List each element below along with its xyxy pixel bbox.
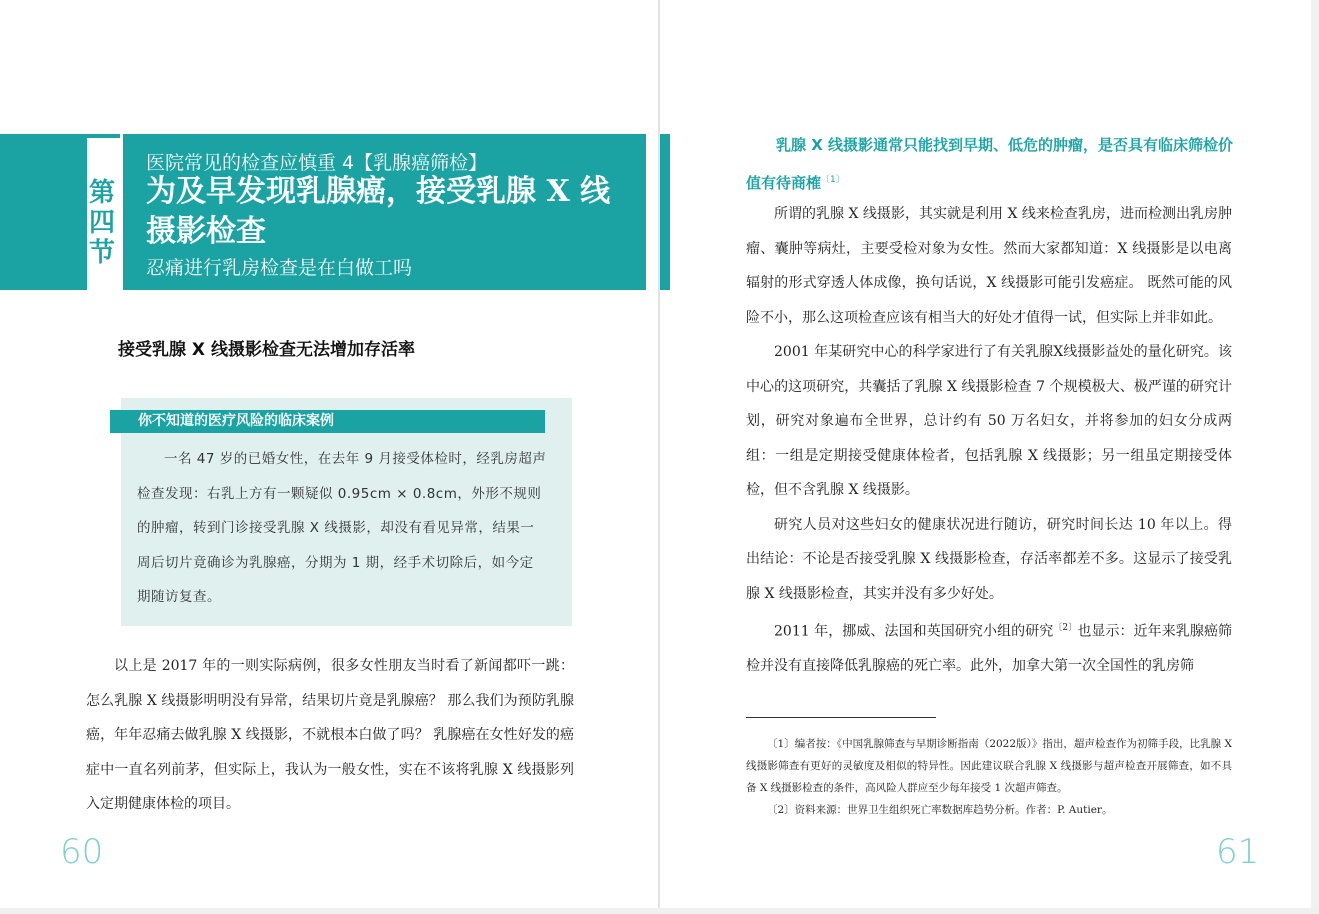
section-tab-char-3: 节 [88, 238, 115, 268]
right-paragraph-3: 研究人员对这些妇女的健康状况进行随访，研究时间长达 10 年以上。得出结论：不论是否接受乳腺 X 线摄影检查，存活率都差不多。这显示了接受乳腺 X 线摄影检查，其实并没有多少好处。 [746, 516, 1232, 602]
footnotes [746, 733, 1232, 821]
right-paragraph-4-end: 也显示：近年来乳腺癌筛检并没有直接降低乳腺癌的死亡率。此外，加拿大第一次全国性的乳房筛 [746, 623, 1233, 675]
case-text [137, 442, 547, 615]
footnote-ref-1[interactable]: 〔1〕 [821, 174, 845, 185]
section-tab-char-1: 第 [88, 178, 115, 208]
chapter-tagline: 忍痛进行乳房检查是在白做工吗 [146, 257, 413, 279]
series-title: 医院常见的检查应慎重 4【乳腺癌筛检】 [146, 152, 488, 174]
right-body [746, 197, 1232, 684]
banner-continuation [660, 134, 670, 290]
right-paragraph-4-start: 2011 年，挪威、法国和英国研究小组的研究 [774, 623, 1054, 640]
footnote-rule [746, 717, 936, 718]
left-paragraph: 以上是 2017 年的一则实际病例，很多女性朋友当时看了新闻都吓一跳：怎么乳腺 X 线摄影明明没有异常，结果切片竟是乳腺癌？ 那么我们为预防乳腺癌，年年忍痛去做乳腺 X 线摄影，不就根本白做了吗？ 乳腺癌在女性好发的癌症中一直名列前茅，但实际上，我认为一般女性，实在不该将乳腺 X 线摄影列入定期健康体检的项目。 [86, 658, 574, 812]
footnote-ref-2[interactable]: 〔2〕 [1053, 623, 1078, 633]
section-tab-top-bar [84, 134, 120, 138]
page-number-right: 61 [1216, 832, 1260, 872]
chapter-title: 为及早发现乳腺癌，接受乳腺 X 线摄影检查 [146, 174, 611, 249]
right-paragraph-4 [746, 611, 1232, 684]
case-text-body: 一名 47 岁的已婚女性，在去年 9 月接受体检时，经乳房超声检查发现：右乳上方有一颗疑似 0.95cm × 0.8cm，外形不规则的肿瘤，转到门诊接受乳腺 X 线摄影，却没有看见异常，结果一周后切片竟确诊为乳腺癌，分期为 1 期，经手术切除后，如今定期随访复查。 [137, 451, 547, 605]
bottom-edge [0, 908, 1319, 914]
right-paragraph-1: 所谓的乳腺 X 线摄影，其实就是利用 X 线来检查乳房，进而检测出乳房肿瘤、囊肿等病灶，主要受检对象为女性。然而大家都知道：X 线摄影是以电离辐射的形式穿透人体成像，换句话说，X 线摄影可能引发癌症。 既然可能的风险不小，那么这项检查应该有相当大的好处才值得一试，但实际上并非如此。 [746, 206, 1232, 326]
section-tab-char-2: 四 [88, 208, 115, 238]
right-heading [746, 128, 1236, 200]
page-edge [1311, 0, 1319, 914]
footnote-1: 〔1〕编者按：《中国乳腺筛查与早期诊断指南（2022版）》指出，超声检查作为初筛手段，比乳腺 X 线摄影筛查有更好的灵敏度及相似的特异性。因此建议联合乳腺 X 线摄影与超声检查开展筛查，如不具备 X 线摄影检查的条件，高风险人群应至少每年接受 1 次超声筛查。 [746, 738, 1232, 794]
footnote-2: 〔2〕资料来源：世界卫生组织死亡率数据库趋势分析。作者：P. Autier。 [767, 804, 1113, 816]
case-label [110, 410, 545, 433]
page-number-left: 60 [60, 832, 104, 872]
section-heading: 接受乳腺 X 线摄影检查无法增加存活率 [118, 340, 415, 360]
case-label-text: 你不知道的医疗风险的临床案例 [138, 413, 334, 429]
right-paragraph-2: 2001 年某研究中心的科学家进行了有关乳腺X线摄影益处的量化研究。该中心的这项研究，共囊括了乳腺 X 线摄影检查 7 个规模极大、极严谨的研究计划，研究对象遍布全世界，总计约有 50 万名妇女，并将参加的妇女分成两组：一组是定期接受健康体检者，包括乳腺 X 线摄影；另一组虽定期接受体检，但不含乳腺 X 线摄影。 [746, 344, 1232, 498]
right-heading-text: 乳腺 X 线摄影通常只能找到早期、低危的肿瘤，是否具有临床筛检价值有待商榷 [746, 136, 1234, 192]
left-body [86, 649, 574, 822]
